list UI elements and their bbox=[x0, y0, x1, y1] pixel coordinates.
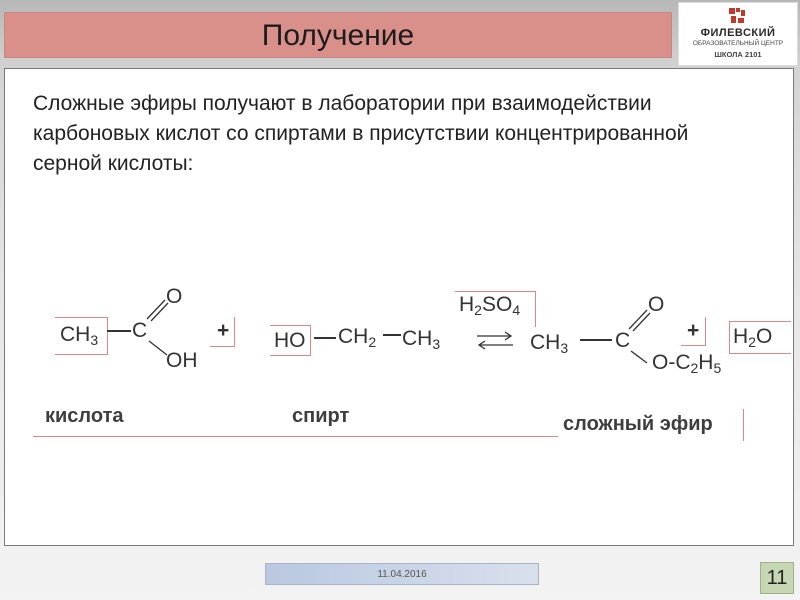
logo-emblem-icon bbox=[727, 7, 747, 25]
equilibrium-arrows-icon bbox=[475, 331, 515, 351]
ester-bond bbox=[580, 339, 612, 341]
water-h2o: $H_2O$ bbox=[733, 325, 773, 350]
acid-bond bbox=[107, 330, 131, 332]
alcohol-box-right bbox=[310, 325, 311, 356]
label-ester: сложный эфир bbox=[563, 413, 713, 435]
ester-label-bracket bbox=[743, 409, 744, 441]
plus2-underline bbox=[681, 345, 705, 346]
water-box-top bbox=[729, 321, 791, 322]
ester-c: C bbox=[615, 329, 631, 352]
ester-oc2h5: $O-C_2H_5$ bbox=[652, 351, 722, 376]
alcohol-ch2: $CH_2$ bbox=[338, 325, 377, 350]
plus-sign-2: + bbox=[687, 319, 700, 342]
plus2-box bbox=[705, 317, 706, 346]
catalyst-box-top bbox=[455, 291, 535, 292]
alcohol-box-top bbox=[270, 325, 310, 326]
school-logo bbox=[678, 2, 798, 66]
slide-date: 11.04.2016 bbox=[377, 569, 427, 580]
alcohol-bond-1 bbox=[314, 337, 336, 339]
page-number-badge: 11 bbox=[760, 562, 794, 594]
acid-box-top bbox=[55, 317, 107, 318]
date-bar bbox=[265, 563, 539, 585]
acid-box-bottom bbox=[55, 354, 107, 355]
acid-ch3: $CH_3$ bbox=[60, 323, 99, 348]
plus1-underline bbox=[210, 346, 234, 347]
water-box-bottom bbox=[729, 353, 791, 354]
intro-paragraph: Сложные эфиры получают в лаборатории при взаимодействии карбоновых кислот со спиртами в присутствии концентрированной серной кислоты: bbox=[33, 92, 689, 175]
acid-oh: OH bbox=[166, 349, 198, 372]
content-panel bbox=[4, 68, 794, 546]
label-acid: кислота bbox=[45, 405, 124, 427]
slide-title: Получение bbox=[261, 19, 415, 52]
labels-underline bbox=[33, 436, 558, 437]
alcohol-ch3: $CH_3$ bbox=[402, 327, 441, 352]
ester-ch3: $CH_3$ bbox=[530, 331, 569, 356]
ester-o: O bbox=[648, 293, 665, 316]
logo-school: ШКОЛА 2101 bbox=[714, 50, 762, 59]
title-bar bbox=[4, 12, 672, 58]
alcohol-box-bottom bbox=[270, 355, 310, 356]
alcohol-ho: HO bbox=[274, 329, 306, 352]
plus1-box bbox=[234, 317, 235, 347]
acid-c: C bbox=[132, 319, 148, 342]
label-alcohol: спирт bbox=[292, 405, 350, 427]
water-box-left bbox=[729, 321, 730, 353]
alcohol-bond-2 bbox=[383, 334, 401, 336]
acid-o: O bbox=[166, 285, 183, 308]
plus-sign-1: + bbox=[217, 319, 230, 342]
logo-subtitle: ОБРАЗОВАТЕЛЬНЫЙ ЦЕНТР bbox=[692, 40, 784, 47]
logo-name: ФИЛЕВСКИЙ bbox=[700, 27, 776, 39]
catalyst-h2so4: $H_2SO_4$ bbox=[459, 293, 521, 318]
acid-box-right bbox=[107, 317, 108, 355]
catalyst-box-right bbox=[535, 291, 536, 327]
